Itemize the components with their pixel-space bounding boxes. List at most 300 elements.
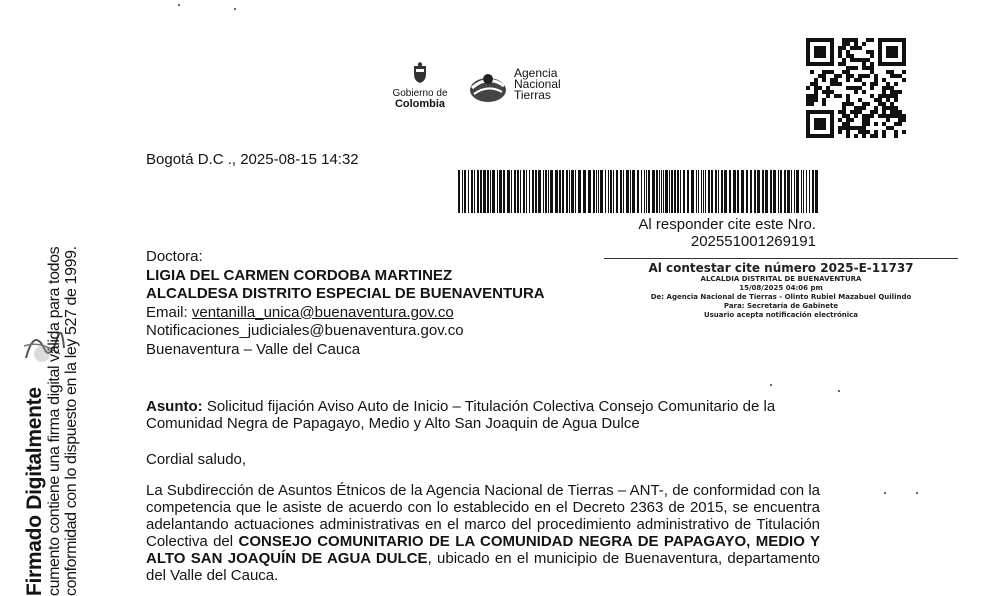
qr-module: [842, 114, 846, 118]
recipient-name: LIGIA DEL CARMEN CORDOBA MARTINEZ: [146, 266, 453, 284]
place-date: Bogotá D.C ., 2025-08-15 14:32: [146, 151, 359, 168]
barcode-bar: [652, 170, 655, 213]
qr-module: [862, 114, 866, 118]
qr-module: [886, 118, 890, 122]
barcode-bar: [571, 170, 574, 213]
qr-module: [870, 86, 874, 90]
qr-module: [854, 134, 858, 138]
digital-signature-line1: cumento contiene una firma digital válida para todos: [46, 246, 63, 596]
qr-module: [862, 126, 866, 130]
recipient-email-line: [146, 304, 545, 323]
qr-module: [870, 134, 874, 138]
qr-module: [834, 82, 838, 86]
qr-module: [846, 66, 850, 70]
qr-module: [866, 74, 870, 78]
barcode-bar: [765, 170, 768, 213]
email-link[interactable]: ventanilla_unica@buenaventura.gov.co: [191, 303, 454, 321]
qr-module: [838, 110, 842, 114]
qr-module: [874, 110, 878, 114]
qr-module: [846, 134, 850, 138]
qr-module: [814, 90, 818, 94]
qr-module: [890, 86, 894, 90]
qr-module: [894, 98, 898, 102]
qr-module: [894, 106, 898, 110]
digital-signature-title: Firmado Digitalmente: [23, 387, 46, 596]
barcode-bar: [705, 170, 706, 213]
qr-module: [854, 58, 858, 62]
paragraph-part2: , ubicado en el municipio de Buenaventura, departamento del Valle del Cauca.: [146, 550, 820, 584]
barcode-bar: [477, 170, 479, 213]
barcode-bar: [641, 170, 642, 213]
barcode-bar: [517, 170, 519, 213]
qr-module: [870, 82, 874, 86]
barcode-bar: [691, 170, 694, 213]
barcode-bar: [562, 170, 564, 213]
barcode-bar: [812, 170, 814, 213]
qr-code: [806, 38, 906, 138]
qr-module: [850, 46, 854, 50]
barcode-bar: [545, 170, 547, 213]
barcode-bar: [665, 170, 668, 213]
qr-module: [810, 94, 814, 98]
stamp-line2: ALCALDIA DISTRITAL DE BUENAVENTURA: [700, 275, 862, 283]
qr-module: [846, 38, 850, 42]
barcode-bar: [487, 170, 489, 213]
qr-module: [858, 126, 862, 130]
barcode-bar: [648, 170, 650, 213]
qr-module: [850, 126, 854, 130]
barcode-bar: [593, 170, 595, 213]
qr-module: [866, 130, 870, 134]
qr-module: [886, 106, 890, 110]
barcode-bar: [626, 170, 629, 213]
qr-module: [882, 110, 886, 114]
qr-module: [874, 98, 878, 102]
qr-module: [810, 70, 814, 74]
qr-module: [870, 38, 874, 42]
barcode-bar: [637, 170, 639, 213]
scan-speck: [770, 384, 772, 386]
barcode-bar: [598, 170, 599, 213]
email-label: Email:: [146, 303, 188, 321]
qr-module: [834, 78, 838, 82]
barcode-bar: [569, 170, 570, 213]
qr-module: [862, 66, 866, 70]
coat-of-arms-icon: [411, 62, 429, 84]
barcode-bar: [523, 170, 525, 213]
qr-module: [882, 134, 886, 138]
barcode-bar: [708, 170, 710, 213]
qr-module: [826, 90, 830, 94]
qr-module: [854, 110, 858, 114]
barcode-bar: [787, 170, 790, 213]
qr-module: [902, 130, 906, 134]
qr-module: [830, 82, 834, 86]
qr-module: [818, 86, 822, 90]
qr-module: [858, 130, 862, 134]
agency-logo-line1: Agencia: [514, 66, 558, 80]
barcode-bar: [538, 170, 541, 213]
qr-module: [890, 126, 894, 130]
qr-module: [894, 74, 898, 78]
qr-module: [890, 110, 894, 114]
qr-module: [890, 106, 894, 110]
barcode-bar: [499, 170, 502, 213]
barcode-bar: [741, 170, 744, 213]
qr-module: [838, 82, 842, 86]
barcode-bar: [616, 170, 618, 213]
qr-module: [862, 106, 866, 110]
qr-module: [846, 54, 850, 58]
qr-module: [890, 102, 894, 106]
qr-module: [854, 46, 858, 50]
barcode-bar: [803, 170, 804, 213]
qr-module: [870, 110, 874, 114]
qr-module: [894, 122, 898, 126]
qr-module: [842, 46, 846, 50]
barcode-bar: [623, 170, 624, 213]
barcode-bar: [550, 170, 553, 213]
qr-module: [862, 90, 866, 94]
barcode-bar: [680, 170, 681, 213]
qr-module: [890, 94, 894, 98]
barcode-bar: [497, 170, 498, 213]
paragraph-part1: La Subdirección de Asuntos Étnicos de la Agencia Nacional de Tierras – ANT-, de conformidad con la competencia que le asiste de acuerdo con lo establecido en el Decreto 2363 de 2015, se encuentra adelantando actuaciones administrativas en el marco del procedimiento administrativo de Titulación Colectiva del: [146, 482, 820, 550]
qr-module: [898, 74, 902, 78]
qr-module: [870, 62, 874, 66]
qr-module: [810, 98, 814, 102]
qr-module: [814, 94, 818, 98]
qr-module: [874, 122, 878, 126]
qr-module: [842, 42, 846, 46]
barcode-bar: [762, 170, 764, 213]
barcode-bar: [754, 170, 756, 213]
qr-module: [842, 62, 846, 66]
barcode-bar: [724, 170, 727, 213]
qr-module: [854, 90, 858, 94]
qr-module: [866, 102, 870, 106]
barcode-bar: [661, 170, 662, 213]
barcode-bar: [687, 170, 689, 213]
qr-module: [842, 122, 846, 126]
qr-module: [902, 118, 906, 122]
scan-speck: [178, 4, 180, 6]
barcode-bar: [780, 170, 782, 213]
qr-module: [854, 126, 858, 130]
qr-module: [882, 94, 886, 98]
qr-module: [846, 126, 850, 130]
ant-logo-mark-icon: [468, 70, 508, 104]
qr-module: [814, 82, 818, 86]
qr-module: [898, 90, 902, 94]
recipient-block: [146, 248, 545, 360]
barcode-bar: [555, 170, 558, 213]
qr-module: [882, 122, 886, 126]
qr-module: [818, 74, 822, 78]
qr-module: [826, 70, 830, 74]
qr-module: [854, 114, 858, 118]
gobierno-colombia-logo: [390, 62, 450, 110]
qr-module: [826, 86, 830, 90]
qr-module: [862, 58, 866, 62]
barcode-bar: [698, 170, 699, 213]
barcode-bar: [600, 170, 603, 213]
qr-module: [862, 82, 866, 86]
qr-module: [866, 58, 870, 62]
qr-module: [810, 102, 814, 106]
qr-module: [858, 78, 862, 82]
qr-module: [806, 86, 810, 90]
qr-module: [846, 94, 850, 98]
qr-module: [894, 134, 898, 138]
qr-module: [890, 70, 894, 74]
qr-module: [886, 126, 890, 130]
barcode-bar: [718, 170, 719, 213]
barcode-bar: [711, 170, 713, 213]
qr-module: [822, 90, 826, 94]
digital-signature-note: [24, 216, 80, 596]
digital-signature-line2: conformidad con lo dispuesto en la ley 527 de 1999.: [63, 246, 80, 596]
qr-module: [842, 38, 846, 42]
qr-module: [838, 130, 842, 134]
qr-module: [890, 74, 894, 78]
subject: [146, 398, 820, 432]
qr-module: [838, 94, 842, 98]
qr-module: [878, 94, 882, 98]
qr-module: [846, 98, 850, 102]
qr-module: [822, 78, 826, 82]
qr-module: [850, 54, 854, 58]
barcode-bar: [490, 170, 491, 213]
barcode-bar: [578, 170, 581, 213]
reception-stamp: [604, 258, 958, 320]
qr-module: [814, 78, 818, 82]
qr-module: [894, 110, 898, 114]
barcode-bar: [474, 170, 475, 213]
qr-module: [842, 110, 846, 114]
qr-module: [870, 114, 874, 118]
qr-module: [902, 114, 906, 118]
qr-module: [902, 78, 906, 82]
barcode-bar: [644, 170, 645, 213]
qr-module: [878, 98, 882, 102]
greeting: Cordial saludo,: [146, 451, 247, 468]
barcode-bar: [468, 170, 469, 213]
qr-finder: [814, 46, 826, 58]
qr-module: [846, 86, 850, 90]
qr-module: [850, 110, 854, 114]
barcode-bar: [464, 170, 466, 213]
barcode-bar: [677, 170, 679, 213]
qr-module: [870, 94, 874, 98]
qr-module: [894, 90, 898, 94]
scan-speck: [838, 390, 840, 392]
radicado-number: 202551001269191: [690, 233, 816, 250]
qr-module: [822, 74, 826, 78]
barcode-bar: [750, 170, 752, 213]
qr-module: [894, 130, 898, 134]
qr-module: [846, 130, 850, 134]
qr-module: [882, 106, 886, 110]
qr-module: [850, 58, 854, 62]
barcode-bar: [770, 170, 772, 213]
qr-module: [854, 86, 858, 90]
barcode-bar: [458, 170, 460, 213]
qr-module: [838, 54, 842, 58]
qr-module: [862, 62, 866, 66]
barcode-bar: [507, 170, 510, 213]
qr-module: [874, 78, 878, 82]
stamp-line4: De: Agencia Nacional de Tierras - Olinto Rubiel Mazabuel Quilindo: [650, 293, 912, 301]
qr-module: [866, 66, 870, 70]
qr-module: [858, 46, 862, 50]
recipient-email2: Notificaciones_judiciales@buenaventura.gov.co: [146, 322, 464, 340]
qr-module: [874, 134, 878, 138]
barcode-bar: [532, 170, 534, 213]
qr-module: [874, 74, 878, 78]
barcode-bar: [520, 170, 521, 213]
barcode-bar: [548, 170, 549, 213]
qr-module: [878, 114, 882, 118]
qr-finder: [814, 118, 826, 130]
barcode-bar: [701, 170, 702, 213]
scan-speck: [884, 492, 886, 494]
qr-module: [850, 86, 854, 90]
qr-module: [826, 94, 830, 98]
qr-module: [862, 74, 866, 78]
qr-module: [838, 62, 842, 66]
barcode-bar: [503, 170, 505, 213]
qr-module: [834, 74, 838, 78]
qr-finder: [886, 46, 898, 58]
qr-module: [866, 122, 870, 126]
qr-module: [874, 130, 878, 134]
qr-module: [862, 130, 866, 134]
qr-module: [846, 78, 850, 82]
barcode-bar: [683, 170, 685, 213]
qr-module: [858, 98, 862, 102]
qr-module: [842, 126, 846, 130]
qr-module: [842, 58, 846, 62]
barcode-bar: [526, 170, 527, 213]
qr-module: [846, 102, 850, 106]
qr-module: [894, 94, 898, 98]
qr-module: [854, 42, 858, 46]
qr-module: [842, 70, 846, 74]
qr-module: [850, 66, 854, 70]
stamp-line1: Al contestar cite número 2025-E-11737: [648, 261, 914, 275]
barcode-bar: [737, 170, 739, 213]
barcode-bar: [588, 170, 591, 213]
qr-module: [850, 102, 854, 106]
barcode-bar: [696, 170, 697, 213]
stamp-rule: [604, 258, 958, 259]
barcode-bar: [806, 170, 807, 213]
qr-module: [850, 118, 854, 122]
recipient-location: Buenaventura – Valle del Cauca: [146, 340, 361, 358]
qr-module: [878, 102, 882, 106]
qr-module: [854, 66, 858, 70]
qr-module: [822, 102, 826, 106]
barcode-bar: [674, 170, 676, 213]
barcode-bar: [669, 170, 670, 213]
qr-module: [882, 102, 886, 106]
scan-speck: [234, 8, 236, 10]
recipient-salutation: Doctora:: [146, 248, 203, 265]
recipient-title: ALCALDESA DISTRITO ESPECIAL DE BUENAVENTURA: [146, 285, 545, 303]
qr-module: [882, 86, 886, 90]
barcode-bar: [757, 170, 760, 213]
qr-module: [882, 78, 886, 82]
qr-module: [858, 58, 862, 62]
qr-module: [838, 50, 842, 54]
gobierno-logo-line1: Gobierno de: [392, 88, 448, 99]
barcode-bar: [535, 170, 537, 213]
qr-module: [846, 50, 850, 54]
qr-module: [870, 54, 874, 58]
barcode-bar: [529, 170, 530, 213]
qr-module: [882, 90, 886, 94]
qr-module: [890, 114, 894, 118]
barcode-bar: [656, 170, 658, 213]
qr-module: [846, 114, 850, 118]
qr-module: [882, 114, 886, 118]
qr-module: [830, 90, 834, 94]
barcode-bar: [514, 170, 516, 213]
qr-module: [862, 102, 866, 106]
qr-module: [858, 74, 862, 78]
barcode-bar: [784, 170, 786, 213]
barcode-bar: [483, 170, 486, 213]
barcode-bar: [801, 170, 802, 213]
qr-module: [850, 38, 854, 42]
qr-module: [886, 70, 890, 74]
radicado-label: Al responder cite este Nro.: [638, 216, 816, 233]
qr-module: [898, 114, 902, 118]
barcode-bar: [583, 170, 586, 213]
qr-module: [846, 118, 850, 122]
qr-module: [870, 66, 874, 70]
qr-module: [830, 78, 834, 82]
barcode-bar: [543, 170, 544, 213]
qr-module: [850, 74, 854, 78]
agency-logo-line2: Nacional: [514, 77, 561, 91]
barcode-bar: [703, 170, 704, 213]
barcode-bar: [721, 170, 723, 213]
scan-speck: [916, 492, 918, 494]
qr-module: [890, 90, 894, 94]
qr-module: [862, 42, 866, 46]
qr-module: [862, 122, 866, 126]
qr-module: [846, 122, 850, 126]
qr-module: [894, 82, 898, 86]
barcode-bar: [492, 170, 495, 213]
barcode-bar: [729, 170, 731, 213]
qr-module: [814, 86, 818, 90]
barcode-bar: [566, 170, 568, 213]
body-paragraph: [146, 482, 820, 584]
qr-module: [866, 114, 870, 118]
qr-module: [894, 114, 898, 118]
barcode-bar: [746, 170, 748, 213]
qr-module: [810, 82, 814, 86]
qr-module: [858, 86, 862, 90]
qr-module: [898, 122, 902, 126]
qr-module: [806, 102, 810, 106]
radicado-block: [620, 216, 816, 250]
paragraph-bold: CONSEJO COMUNITARIO DE LA COMUNIDAD NEGRA DE PAPAGAYO, MEDIO Y ALTO SAN JOAQUÍN DE AGUA DULCE: [146, 533, 821, 567]
qr-module: [830, 70, 834, 74]
